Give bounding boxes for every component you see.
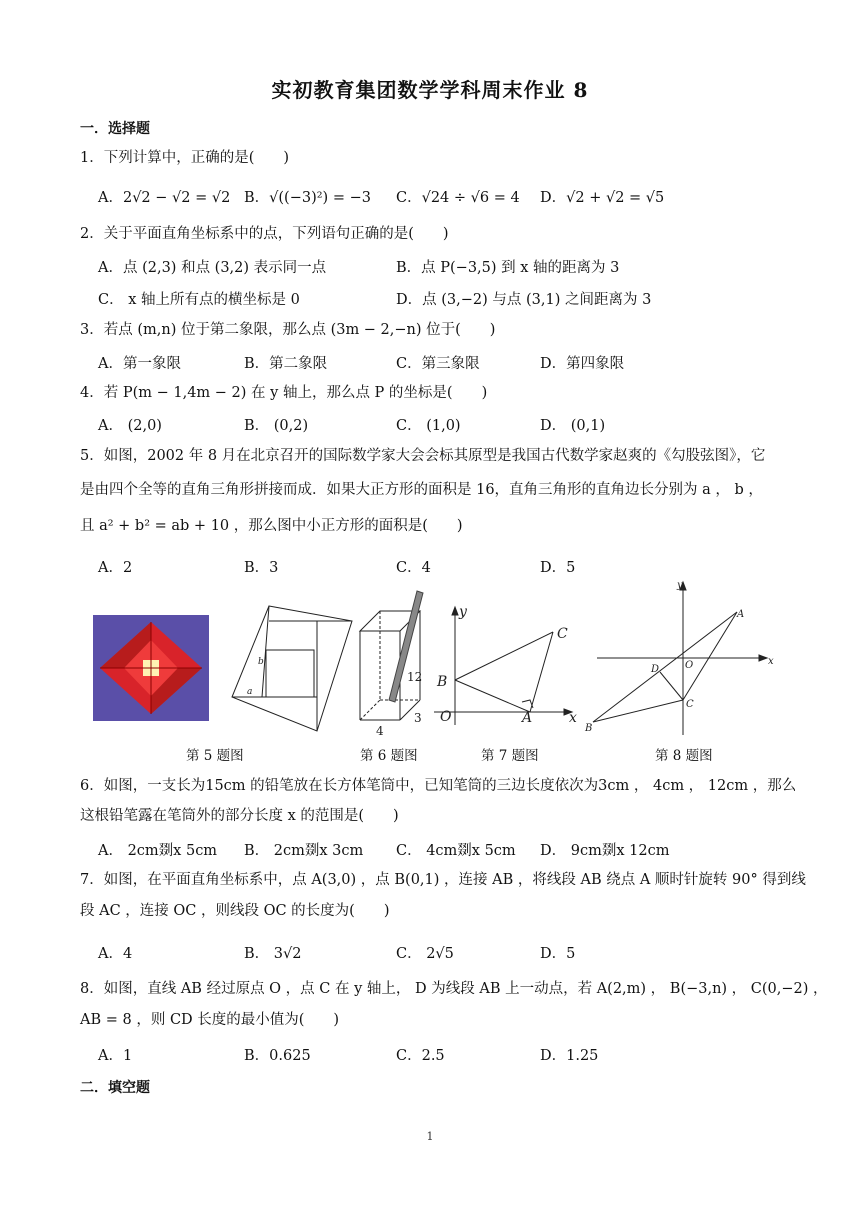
q1-option-a: A．2√2 − √2 = √2: [98, 190, 231, 206]
q6-option-d: D． 9cm剟x 12cm: [540, 843, 670, 859]
fig7-label-y: y: [459, 604, 467, 620]
fig7-label-a: A: [522, 710, 533, 726]
q1-option-b: B．√((−3)²) = −3: [244, 190, 371, 206]
q4-option-d: D． (0,1): [540, 418, 606, 434]
page-number: 1: [426, 1130, 434, 1143]
q1-option-c: C．√24 ÷ √6 = 4: [396, 190, 520, 206]
caption-figure-7: 第 7 题图: [481, 748, 539, 764]
caption-figure-8: 第 8 题图: [655, 748, 713, 764]
q5-line-1: 5．如图，2002 年 8 月在北京召开的国际数学家大会会标其原型是我国古代数学家赵爽的《勾股弦图》，它: [80, 448, 766, 464]
q2-option-c: C． x 轴上所有点的横坐标是 0: [98, 292, 300, 308]
fig8-label-b: B: [585, 723, 593, 734]
fig5-label-a: a: [247, 687, 253, 697]
q4-option-b: B． (0,2): [244, 418, 309, 434]
figure-7-coordinate: [434, 604, 577, 726]
caption-figure-5: 第 5 题图: [186, 748, 244, 764]
fig8-label-y: y: [677, 580, 683, 591]
caption-figure-6: 第 6 题图: [360, 748, 418, 764]
q7-option-b: B． 3√2: [244, 946, 302, 962]
q8-line-2: AB = 8 ，则 CD 长度的最小值为( ): [80, 1012, 340, 1028]
q8-line-1: 8．如图，直线 AB 经过原点 O ，点 C 在 y 轴上， D 为线段 AB 上一动点，若 A(2,m) ， B(−3,n) ， C(0,−2) ，: [80, 981, 828, 997]
q8-option-c: C．2.5: [396, 1048, 445, 1064]
q7-line-2: 段 AC ，连接 OC ，则线段 OC 的长度为( ): [80, 903, 390, 919]
figure-5-geometry: [232, 606, 352, 731]
section-heading-choice: 一．选择题: [80, 121, 150, 137]
q4-stem: 4．若 P(m − 1,4m − 2) 在 y 轴上，那么点 P 的坐标是( ): [80, 385, 488, 401]
q6-line-2: 这根铅笔露在笔筒外的部分长度 x 的范围是( ): [80, 808, 399, 824]
q1-option-d: D．√2 + √2 = √5: [540, 190, 665, 206]
q7-line-1: 7．如图，在平面直角坐标系中，点 A(3,0) ，点 B(0,1) ，连接 AB ，将线段 AB 绕点 A 顺时针旋转 90° 得到线: [80, 872, 806, 888]
fig7-label-x: x: [569, 710, 577, 726]
section-heading-fill-blank: 二．填空题: [80, 1080, 150, 1096]
fig5-label-b: b: [258, 657, 264, 667]
q5-option-b: B．3: [244, 560, 279, 576]
q7-option-a: A．4: [98, 946, 133, 962]
q8-option-b: B．0.625: [244, 1048, 311, 1064]
q3-option-a: A．第一象限: [98, 356, 181, 372]
q3-option-d: D．第四象限: [540, 356, 625, 372]
q5-option-d: D．5: [540, 560, 576, 576]
q3-option-c: C．第三象限: [396, 356, 480, 372]
q6-option-c: C． 4cm剟x 5cm: [396, 843, 516, 859]
q4-option-c: C． (1,0): [396, 418, 461, 434]
q5-line-3: 且 a² + b² = ab + 10 ，那么图中小正方形的面积是( ): [80, 518, 463, 534]
fig6-label-width: 4: [376, 724, 384, 735]
q6-line-1: 6．如图，一支长为15cm 的铅笔放在长方体笔筒中，已知笔筒的三边长度依次为3cm ， 4cm ， 12cm ，那么: [80, 778, 797, 794]
fig7-label-o: O: [440, 709, 452, 725]
q6-option-b: B． 2cm剟x 3cm: [244, 843, 364, 859]
q7-option-d: D．5: [540, 946, 576, 962]
q5-option-c: C．4: [396, 560, 431, 576]
fig6-label-height: 12: [407, 670, 423, 684]
fig8-label-x: x: [768, 656, 774, 667]
q2-option-d: D．点 (3,−2) 与点 (3,1) 之间距离为 3: [396, 292, 652, 308]
figure-6-pen-holder: [360, 591, 423, 735]
q7-option-c: C． 2√5: [396, 946, 454, 962]
q1-stem: 1．下列计算中，正确的是( ): [80, 150, 290, 166]
fig8-label-d: D: [651, 664, 660, 675]
figure-5-pinwheel: [93, 615, 209, 721]
q2-option-b: B．点 P(−3,5) 到 x 轴的距离为 3: [396, 260, 620, 276]
q3-option-b: B．第二象限: [244, 356, 328, 372]
q8-option-a: A．1: [98, 1048, 133, 1064]
fig8-label-c: C: [686, 699, 694, 710]
fig8-label-a: A: [737, 609, 745, 620]
fig6-label-depth: 3: [414, 711, 422, 725]
q5-option-a: A．2: [98, 560, 133, 576]
page-title: 实初教育集团数学学科周末作业 8: [271, 78, 589, 102]
figure-8-coordinate: [584, 580, 774, 735]
q5-line-2: 是由四个全等的直角三角形拼接而成．如果大正方形的面积是 16，直角三角形的直角边长分别为 a ， b ，: [80, 482, 763, 498]
q4-option-a: A． (2,0): [98, 418, 162, 434]
q2-stem: 2．关于平面直角坐标系中的点，下列语句正确的是( ): [80, 226, 449, 242]
q6-option-a: A． 2cm剟x 5cm: [98, 843, 218, 859]
q2-option-a: A．点 (2,3) 和点 (3,2) 表示同一点: [98, 260, 327, 276]
fig7-label-c: C: [557, 626, 568, 642]
q8-option-d: D．1.25: [540, 1048, 599, 1064]
q3-stem: 3．若点 (m,n) 位于第二象限，那么点 (3m − 2,−n) 位于( ): [80, 322, 496, 338]
fig8-label-o: O: [685, 660, 694, 671]
figures-strip: [0, 575, 860, 735]
fig7-label-b: B: [437, 674, 448, 690]
